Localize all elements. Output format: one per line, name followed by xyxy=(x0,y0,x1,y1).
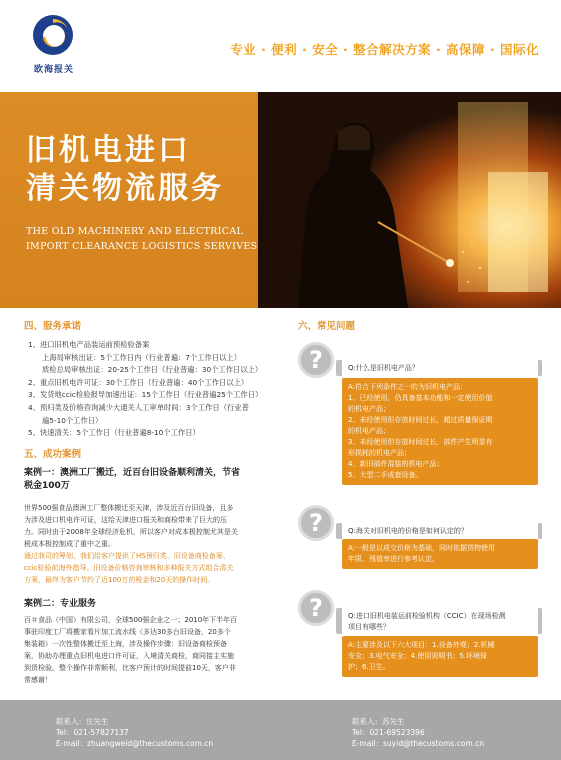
list-item: 质检总局审核出证：20-25个工作日（行业普遍：30个工作日以上） xyxy=(42,365,263,375)
faq-question xyxy=(342,608,538,636)
answer-line: A:符合下列条件之一的为旧机电产品： xyxy=(348,383,468,391)
answer-line: 4、新旧部件混装的机电产品； xyxy=(348,460,444,468)
question-mark-icon: ? xyxy=(298,505,334,541)
answer-line: 护；6.卫生。 xyxy=(348,663,390,671)
logo-text: 欧海报关 xyxy=(33,65,74,75)
question-mark-icon: ? xyxy=(298,590,334,626)
case1-title-line1: 案例一：澳洲工厂搬迁，近百台旧设备顺利清关，节省 xyxy=(24,468,241,478)
list-item: 2、重点旧机电许可证：30个工作日（行业普遍：40个工作日以上） xyxy=(28,377,249,387)
answer-line: A:一般是以成交价格为基础，同时依据货物使用 xyxy=(348,544,496,552)
section6-heading: 六、常见问题 xyxy=(298,321,356,332)
banner-en-line2: IMPORT CLEARANCE LOGISTICS SERVIVES xyxy=(26,241,258,252)
paragraph-line: 为涉及进口机电许可证，这给天津进口报关和商检带来了巨大的压 xyxy=(24,516,227,524)
section5-heading: 五、成功案例 xyxy=(24,449,82,460)
faq-question-box xyxy=(342,608,538,636)
paragraph-line: 世界500强食品澳洲工厂整体搬迁至天津，涉及近百台旧设备，且多 xyxy=(24,504,234,512)
case1-title xyxy=(24,467,286,493)
logo-mark-icon xyxy=(32,14,74,56)
list-item: 上海局审核出证：5个工作日内（行业普遍：7个工作日以上） xyxy=(42,352,242,362)
answer-line: 安全；3.电气安全；4.使用说明书；5.环境保 xyxy=(348,652,488,660)
contact-footer xyxy=(0,700,561,760)
faq-answer-box xyxy=(342,636,538,677)
list-item: 5、快速清关：5个工作日（行业普遍8-10个工作日） xyxy=(28,428,200,438)
list-item: 4、预归类及价格咨询减少大通关人工审单时间：3个工作日（行业普 xyxy=(28,402,249,412)
question-mark-icon: ? xyxy=(298,342,334,378)
answer-line: 2、未经使用但存放时间过长，超过质量保证期 xyxy=(348,416,493,424)
faq-item-1 xyxy=(298,340,542,490)
faq-answer xyxy=(342,539,538,569)
faq-question: Q:什么是旧机电产品？ xyxy=(348,364,419,372)
case1-body xyxy=(24,502,282,586)
contact-right xyxy=(352,716,484,749)
faq-answer-box xyxy=(342,539,538,569)
answer-line: 3、未经使用但存放时间过长，部件产生明显有 xyxy=(348,438,493,446)
faq-question-box xyxy=(342,360,538,377)
case2-title: 案例二：专业服务 xyxy=(24,599,97,609)
service-commitment-list xyxy=(28,339,286,440)
highlight-line: 方案，最终为客户节约了近100万的税金和20天的操作时间。 xyxy=(24,576,215,584)
answer-line: 5、大型二手成套设备。 xyxy=(348,471,423,479)
contact-name: 联系人：庄先生 xyxy=(56,717,109,726)
slogan: 专业 · 便利 · 安全 · 整合解决方案 · 高保障 · 国际化 xyxy=(230,42,539,57)
paragraph-line: 力。同时由于2008年全球经济危机，所以客户对成本极控制尤其是关 xyxy=(24,528,238,536)
faq-question: Q:海关对旧机电的价格是如何认定的？ xyxy=(348,527,468,535)
banner-english-subtitle xyxy=(26,224,257,254)
faq-answer xyxy=(342,636,538,677)
faq-answer xyxy=(342,378,538,485)
contact-tel: Tel：021-69523396 xyxy=(352,728,425,737)
paragraph-line: 集装箱）一次性整体搬迁至上海，涉及操作步骤：旧设备商检预备 xyxy=(24,640,227,648)
answer-line: 年限、残值率进行参考认定。 xyxy=(348,555,439,563)
list-item: 3、发货地ccic检验报导加速出证：15个工作日（行业普遍25个工作日） xyxy=(28,390,263,400)
faq-question-line: 项目有哪些？ xyxy=(348,623,390,631)
banner-title-line1: 旧机电进口 xyxy=(26,133,191,168)
faq-answer-box xyxy=(342,378,538,485)
faq-question-box xyxy=(342,523,538,540)
paragraph-line: 百＃食品（中国）有限公司，全球500强企业之一；2010年下半年百 xyxy=(24,616,238,624)
paragraph-line: 案，协助办理重点旧机电进口许可证，入境清关商检，商同接主实施 xyxy=(24,652,234,660)
highlight-line: ccic检验前海外指导、旧设备价格咨询审核和多种报关方式组合清关 xyxy=(24,564,234,572)
paragraph-line: 常感谢！ xyxy=(24,676,52,684)
company-logo xyxy=(24,14,84,79)
answer-line: 1、已经使用，仍具备基本功能和一定使用价值 xyxy=(348,394,493,402)
answer-line: 的机电产品； xyxy=(348,427,390,435)
hero-banner xyxy=(0,92,561,308)
banner-photo xyxy=(258,92,561,308)
contact-email[interactable]: E-mail：zhuangweid@thecustoms.com.cn xyxy=(56,739,214,748)
case1-title-line2: 税金100万 xyxy=(24,481,70,491)
faq-item-3 xyxy=(298,590,542,690)
answer-line: 的机电产品； xyxy=(348,405,390,413)
faq-question-line: Q:进口旧机电装运前检验机构（CCIC）在现场检测 xyxy=(348,612,506,620)
section4-heading: 四、服务承诺 xyxy=(24,321,82,332)
paragraph-line: 到货检验。整个操作非常顺利，比客户预计的时间提前10天，客户非 xyxy=(24,664,236,672)
paragraph-line: 税成本极控制成了重中之重。 xyxy=(24,540,115,548)
answer-line: A:主要涉及以下六大项目：1.设备外观；2.机械 xyxy=(348,641,495,649)
contact-tel: Tel：021-57827137 xyxy=(56,728,129,737)
faq-item-2 xyxy=(298,505,542,585)
case2-body xyxy=(24,614,282,686)
worker-welding-image xyxy=(258,92,561,308)
banner-en-line1: THE OLD MACHINERY AND ELECTRICAL xyxy=(26,226,244,237)
contact-email[interactable]: E-mail：suyid@thecustoms.com.cn xyxy=(352,739,484,748)
contact-left xyxy=(56,716,213,749)
banner-title-line2: 清关物流服务 xyxy=(26,171,224,206)
highlight-line: 通过我司的筹划，我们给客户提供了HS预归类、旧设备商检备案、 xyxy=(24,552,230,560)
list-item: 1、进口旧机电产品装运前预检验备案 xyxy=(28,340,150,349)
banner-title xyxy=(26,132,224,208)
answer-line: 形损耗的机电产品； xyxy=(348,449,411,457)
list-item: 遍5-10个工作日） xyxy=(42,415,103,425)
contact-name: 联系人：苏先生 xyxy=(352,717,405,726)
paragraph-line: 事驻印度工厂将搬家看片加工流水线（多达30多台旧设备，20多个 xyxy=(24,628,231,636)
